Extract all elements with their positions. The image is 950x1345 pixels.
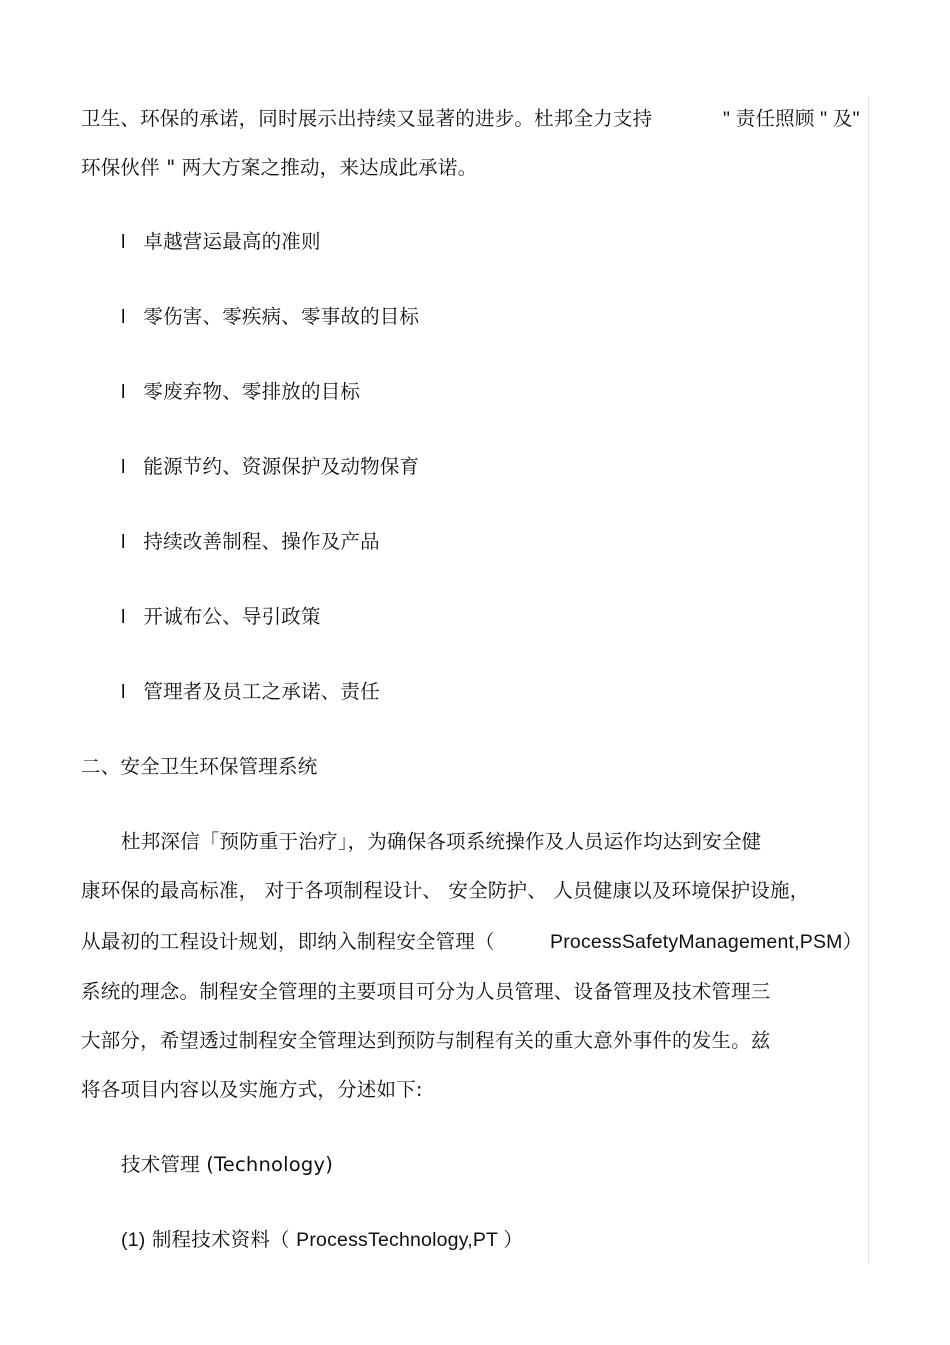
- bullet-item: [121, 604, 321, 630]
- bullet-text: 卓越营运最高的准则: [143, 230, 321, 253]
- paragraph-line-3: [81, 929, 863, 955]
- intro-quote: " 责任照顾 " 及": [723, 108, 860, 130]
- page-edge: [868, 96, 869, 1264]
- bullet-item: [121, 529, 380, 555]
- bullet-item: [121, 454, 419, 480]
- bullet-marker: l: [121, 381, 126, 403]
- bullet-item: [121, 304, 419, 330]
- bullet-marker: l: [121, 231, 126, 253]
- section-heading: 二、安全卫生环保管理系统: [81, 755, 318, 778]
- bullet-marker: l: [121, 456, 126, 478]
- bullet-marker: l: [121, 306, 126, 328]
- paragraph-line-2: 康环保的最高标准， 对于各项制程设计、 安全防护、 人员健康以及环境保护设施，: [81, 879, 810, 902]
- intro-line-2: 环保伙伴 " 两大方案之推动，来达成此承诺。: [81, 156, 478, 179]
- intro-text: 卫生、环保的承诺，同时展示出持续又显著的进步。杜邦全力支持: [81, 107, 653, 130]
- numbered-item-1: [121, 1227, 523, 1253]
- bullet-text: 零伤害、零疾病、零事故的目标: [143, 305, 420, 328]
- bullet-item: [121, 379, 360, 405]
- item-term: ProcessTechnology,PT ）: [296, 1229, 524, 1251]
- subheading-technology: 技术管理 (Technology): [121, 1153, 334, 1176]
- bullet-marker: l: [121, 531, 126, 553]
- bullet-item: [121, 679, 380, 705]
- bullet-item: [121, 229, 321, 255]
- paragraph-line-1: 杜邦深信「预防重于治疗」，为确保各项系统操作及人员运作均达到安全健: [121, 830, 762, 853]
- psm-term: ProcessSafetyManagement,PSM）: [550, 931, 863, 953]
- item-label: 制程技术资料（: [151, 1228, 290, 1251]
- paragraph-line-4: 系统的理念。制程安全管理的主要项目可分为人员管理、设备管理及技术管理三: [81, 980, 771, 1003]
- paragraph-line-5: 大部分，希望透过制程安全管理达到预防与制程有关的重大意外事件的发生。兹: [81, 1029, 771, 1052]
- item-number: (1): [121, 1229, 146, 1251]
- bullet-text: 持续改善制程、操作及产品: [143, 530, 380, 553]
- paragraph-line-6: 将各项目内容以及实施方式，分述如下:: [81, 1078, 423, 1101]
- bullet-marker: l: [121, 681, 126, 703]
- paragraph-line-3-text: 从最初的工程设计规划，即纳入制程安全管理（: [81, 930, 495, 953]
- bullet-text: 管理者及员工之承诺、责任: [143, 680, 380, 703]
- bullet-marker: l: [121, 606, 126, 628]
- bullet-text: 零废弃物、零排放的目标: [143, 380, 361, 403]
- intro-line-1: [81, 106, 860, 132]
- bullet-text: 能源节约、资源保护及动物保育: [143, 455, 420, 478]
- bullet-text: 开诚布公、导引政策: [143, 605, 321, 628]
